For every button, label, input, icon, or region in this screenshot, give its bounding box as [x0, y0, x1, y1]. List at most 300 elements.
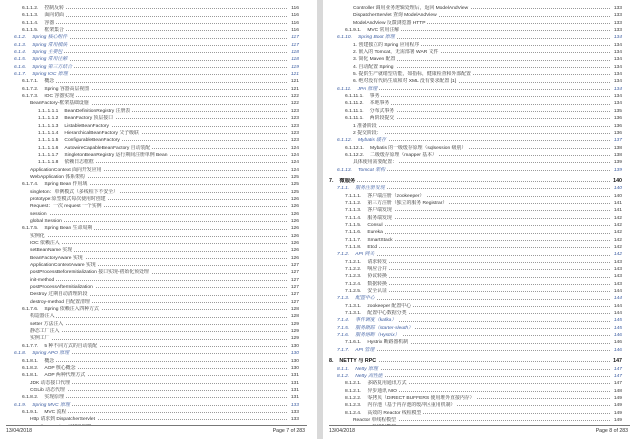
toc-entry-page: 134	[613, 101, 622, 107]
toc-entry[interactable]	[0, 12, 317, 19]
toc-entry-label: 本地事务	[369, 101, 390, 107]
toc-entry-label: Spring 常用注解	[32, 57, 68, 63]
toc-entry-title	[22, 343, 287, 350]
toc-entry-number: 6.1.8.2.	[22, 395, 39, 401]
toc-entry-title	[30, 269, 287, 276]
toc-entry[interactable]	[0, 20, 317, 27]
toc-entry[interactable]	[0, 402, 317, 409]
toc-entry[interactable]	[0, 343, 317, 350]
toc-entry-title	[345, 145, 610, 152]
toc-entry-title	[337, 317, 610, 324]
toc-entry-text	[345, 101, 391, 106]
toc-entry[interactable]	[323, 193, 640, 200]
toc-entry[interactable]	[0, 218, 317, 225]
toc-entry-text	[30, 300, 92, 305]
toc-entry[interactable]	[0, 115, 317, 122]
toc-entry[interactable]	[0, 255, 317, 262]
toc-entry-title	[353, 71, 610, 78]
toc-entry-title	[345, 266, 610, 273]
toc-entry[interactable]	[323, 20, 640, 27]
toc-entry-text	[30, 263, 98, 268]
toc-entry-text	[30, 204, 103, 209]
toc-entry[interactable]	[323, 137, 640, 144]
toc-entry-title	[30, 313, 287, 320]
toc-entry[interactable]	[323, 49, 640, 56]
toc-entry-text	[329, 358, 378, 364]
toc-entry[interactable]	[0, 211, 317, 218]
toc-entry-number: 6.1.3.	[14, 42, 27, 48]
toc-entry-text	[345, 381, 408, 386]
toc-entry-number: 7.1.1.3.	[345, 208, 362, 214]
toc-entry-page: 127	[290, 285, 299, 291]
toc-entry[interactable]	[0, 123, 317, 130]
toc-entry-label: 框架集合	[44, 28, 64, 34]
toc-entry-text	[353, 65, 396, 70]
toc-entry[interactable]	[0, 93, 317, 100]
toc-entry-title	[337, 137, 610, 144]
toc-entry-page: 144	[613, 303, 622, 309]
toc-entry-number: 6.1.7.3.	[22, 94, 39, 100]
toc-entry-page: 135	[613, 108, 622, 114]
toc-entry[interactable]	[323, 395, 640, 402]
toc-entry-label: 高效的 Reactor 线程模型	[367, 410, 422, 416]
toc-entry-title	[30, 262, 287, 269]
toc-entry-label: MVC 流程	[44, 409, 67, 415]
toc-entry[interactable]	[323, 207, 640, 214]
toc-entry[interactable]	[323, 288, 640, 295]
toc-entry-label: 实例工厂	[30, 336, 50, 342]
toc-entry[interactable]	[0, 34, 317, 41]
toc-entry-label: Hystrix 断路器机制	[367, 340, 409, 346]
toc-entry[interactable]	[323, 159, 640, 166]
toc-entry-label: 事件调度（kafka）	[355, 318, 397, 324]
toc-entry[interactable]	[323, 237, 640, 244]
toc-entry-title	[14, 49, 287, 56]
toc-entry[interactable]	[0, 262, 317, 269]
toc-entry[interactable]	[323, 93, 640, 100]
toc-entry-title	[329, 358, 610, 365]
toc-entry-title	[337, 325, 610, 332]
toc-entry-number: 7.1.1.6.	[345, 230, 362, 236]
toc-entry-label: DispatcherServlet 查询 ModelAndView	[353, 13, 437, 19]
toc-entry-title	[38, 115, 287, 122]
toc-entry[interactable]	[323, 244, 640, 251]
toc-entry-label: 2. 嵌入的 Tomcat，无需部署 WAR 文件	[353, 50, 439, 56]
toc-entry[interactable]	[0, 416, 317, 423]
toc-entry[interactable]	[0, 130, 317, 137]
toc-entry-label: 具体使用需要配置：	[353, 160, 398, 166]
toc-entry[interactable]	[323, 56, 640, 63]
toc-entry[interactable]	[323, 123, 640, 130]
toc-entry-title	[30, 196, 287, 203]
toc-entry-text	[38, 138, 122, 143]
toc-entry-page: 143	[613, 274, 622, 280]
toc-entry-title	[30, 167, 287, 174]
toc-entry[interactable]	[0, 181, 317, 188]
toc-entry[interactable]	[0, 247, 317, 254]
toc-entry[interactable]	[0, 365, 317, 372]
toc-entry[interactable]	[0, 380, 317, 387]
toc-entry[interactable]	[323, 251, 640, 258]
toc-entry-page: 130	[290, 358, 299, 364]
toc-entry-label: 1 准备阶段	[353, 123, 377, 129]
toc-entry-page: 123	[290, 130, 299, 136]
toc-entry-page: 145	[613, 325, 622, 331]
toc-entry-title	[30, 416, 287, 423]
toc-entry[interactable]	[0, 277, 317, 284]
toc-entry[interactable]	[0, 189, 317, 196]
toc-entry-label: zookeeper 配置中心	[367, 303, 412, 309]
toc-entry[interactable]	[0, 350, 317, 357]
toc-entry[interactable]	[0, 27, 317, 34]
toc-entry[interactable]	[323, 310, 640, 317]
toc-entry-label: init-method	[30, 277, 55, 283]
toc-entry-text	[337, 318, 398, 323]
toc-entry-label: 实例化	[30, 233, 45, 239]
toc-entry[interactable]	[0, 86, 317, 93]
toc-entry-text	[30, 329, 61, 334]
toc-entry-text	[22, 21, 56, 26]
toc-entry-title	[14, 34, 287, 41]
toc-entry-title	[30, 240, 287, 247]
toc-entry[interactable]	[323, 115, 640, 122]
toc-entry-number: 6.1.12.	[337, 138, 352, 144]
toc-entry-label: 2 提交阶段：	[353, 130, 382, 136]
toc-entry-label: ModelAndView 反馈浏览器 HTTP	[353, 20, 426, 26]
toc-entry[interactable]	[323, 303, 640, 310]
toc-entry-text	[30, 278, 56, 283]
toc-entry[interactable]	[323, 222, 640, 229]
toc-entry-text	[14, 57, 69, 62]
toc-entry-label: Netty 原理	[355, 366, 378, 372]
toc-entry[interactable]	[0, 233, 317, 240]
toc-entry-text	[337, 168, 387, 173]
toc-entry[interactable]	[323, 295, 640, 302]
toc-entry-text	[345, 411, 423, 416]
toc-entry[interactable]	[323, 373, 640, 380]
toc-entry[interactable]	[0, 291, 317, 298]
toc-entry-label: ApplicationContextAware 实现	[30, 263, 96, 269]
toc-entry-title	[22, 78, 287, 85]
toc-entry-page: 149	[613, 403, 622, 409]
toc-entry-title	[38, 159, 287, 166]
toc-entry[interactable]	[323, 410, 640, 417]
toc-entry-text	[345, 223, 385, 228]
toc-entry-label: destroy-method 自配置清理	[30, 299, 90, 305]
toc-entry-page: 117	[291, 42, 299, 48]
toc-entry-title	[22, 181, 287, 188]
toc-entry-number: 7.1.1.8.	[345, 245, 362, 250]
toc-entry-number: 7.1.1.	[337, 186, 350, 192]
toc-entry[interactable]	[323, 152, 640, 159]
toc-entry[interactable]	[0, 284, 317, 291]
toc-entry-title	[353, 123, 610, 130]
toc-entry[interactable]	[323, 380, 640, 387]
toc-entry-number: 7.1.7.	[337, 347, 350, 353]
toc-entry-page: 142	[613, 245, 622, 250]
toc-entry[interactable]	[323, 86, 640, 93]
toc-entry-title	[345, 229, 610, 236]
toc-entry[interactable]	[323, 358, 640, 365]
toc-entry-number: 7.1.4.	[337, 318, 350, 324]
toc-entry-number: 6.1.7.7.	[22, 343, 39, 349]
toc-entry-label: 面向切面	[44, 13, 64, 19]
toc-entry[interactable]	[323, 417, 640, 424]
toc-entry[interactable]	[0, 5, 317, 12]
toc-entry-label: 概念	[44, 79, 55, 85]
toc-entry-page: 118	[291, 57, 299, 63]
toc-entry-text	[22, 226, 94, 231]
toc-entry-page: 140	[613, 193, 622, 199]
toc-entry-text	[30, 270, 151, 275]
toc-entry[interactable]	[323, 185, 640, 192]
toc-entry-text	[22, 94, 76, 99]
toc-entry-text	[337, 333, 402, 338]
toc-entry[interactable]	[323, 5, 640, 12]
footer-page-number: Page 8 of 283	[595, 428, 628, 434]
toc-entry-title	[345, 93, 610, 100]
toc-entry-text	[22, 28, 66, 33]
toc-entry[interactable]	[323, 259, 640, 266]
toc-entry[interactable]	[323, 402, 640, 409]
toc-entry-text	[345, 230, 385, 235]
toc-entry-page: 116	[291, 13, 299, 19]
toc-entry-page: 139	[613, 167, 622, 173]
toc-entry[interactable]	[0, 167, 317, 174]
toc-entry-label: IOC 依赖注入	[30, 241, 60, 246]
toc-entry-text	[30, 248, 74, 253]
toc-entry-text	[30, 336, 52, 341]
toc-entry-label: 服务跟踪（starter-sleuth）	[355, 325, 414, 331]
toc-entry[interactable]	[323, 347, 640, 354]
toc-entry-label: AOP 两种代理方式	[44, 373, 86, 379]
toc-entry[interactable]	[0, 71, 317, 78]
toc-entry-page: 129	[290, 321, 299, 327]
toc-entry-page: 142	[613, 237, 622, 243]
toc-entry-text	[14, 43, 69, 48]
toc-entry-title	[22, 225, 287, 232]
toc-entry-page: 134	[613, 42, 622, 48]
toc-entry[interactable]	[0, 409, 317, 416]
toc-entry-page: 146	[613, 340, 622, 346]
toc-entry-text	[30, 292, 89, 297]
toc-entry[interactable]	[323, 27, 640, 34]
toc-entry[interactable]	[0, 372, 317, 379]
toc-entry-text	[337, 35, 397, 40]
toc-entry-page: 133	[613, 20, 622, 26]
toc-entry-number: 6.1.12.1.	[345, 145, 365, 151]
toc-entry-title	[345, 244, 610, 251]
toc-entry[interactable]	[0, 358, 317, 365]
toc-entry-title	[30, 284, 287, 291]
toc-entry-text	[345, 403, 457, 408]
toc-entry-label: 控制反转	[44, 6, 64, 11]
toc-entry[interactable]	[323, 339, 640, 346]
toc-entry-text	[22, 87, 91, 92]
toc-entry-label: Consul	[367, 222, 383, 228]
toc-entry-page: 121	[290, 72, 299, 78]
toc-entry-page: 126	[290, 241, 299, 246]
toc-entry-page: 139	[613, 160, 622, 166]
toc-entry-number: 7.1.1.7.	[345, 237, 362, 243]
toc-entry-page: 138	[613, 152, 622, 158]
toc-entry-page: 149	[613, 410, 622, 416]
toc-entry[interactable]	[323, 200, 640, 207]
toc-entry[interactable]	[0, 64, 317, 71]
toc-entry-title	[30, 255, 287, 262]
toc-entry-text	[14, 65, 74, 70]
toc-entry-label: IOC 容器实现	[44, 94, 74, 100]
toc-entry-page: 123	[290, 138, 299, 144]
toc-entry-text	[30, 381, 72, 386]
toc-page-left	[0, 0, 317, 439]
toc-entry-label: 概念	[44, 358, 55, 364]
toc-entry[interactable]	[323, 325, 640, 332]
toc-entry[interactable]	[323, 266, 640, 273]
toc-entry-label: 配置中心	[355, 296, 375, 302]
toc-entry[interactable]	[0, 299, 317, 306]
toc-entry[interactable]	[0, 306, 317, 313]
toc-entry[interactable]	[0, 174, 317, 181]
toc-entry[interactable]	[323, 71, 640, 78]
toc-entry-title	[353, 159, 610, 166]
toc-entry[interactable]	[0, 328, 317, 335]
toc-entry-label: 异步通讯 NIO	[367, 388, 397, 394]
toc-entry[interactable]	[0, 49, 317, 56]
toc-entry[interactable]	[323, 366, 640, 373]
toc-entry[interactable]	[323, 167, 640, 174]
toc-entry-number: 6.1.7.	[14, 72, 27, 78]
toc-entry-label: prototype:原型模式每次使用时创建	[30, 196, 106, 202]
toc-entry[interactable]	[323, 229, 640, 236]
toc-entry-page: 133	[290, 402, 299, 408]
toc-entry[interactable]	[323, 100, 640, 107]
toc-entry[interactable]	[0, 159, 317, 166]
toc-entry-number: 6.1.11.2.	[345, 101, 364, 107]
toc-entry-label: ApplicationContext 面向开发应用	[30, 167, 102, 173]
toc-entry[interactable]	[0, 145, 317, 152]
toc-entry-page: 134	[613, 64, 622, 70]
toc-entry[interactable]	[323, 178, 640, 185]
toc-entry-text	[337, 186, 387, 191]
toc-entry-page: 127	[290, 277, 299, 283]
toc-entry-text	[22, 6, 66, 11]
toc-entry-number: 6.1.1.4.	[22, 20, 39, 26]
toc-entry-text	[353, 57, 397, 62]
toc-entry-text	[329, 178, 357, 184]
toc-entry[interactable]	[0, 225, 317, 232]
toc-entry-page: 133	[613, 28, 622, 34]
toc-entry-title	[345, 222, 610, 229]
toc-entry[interactable]	[323, 215, 640, 222]
toc-page-right	[323, 0, 640, 439]
toc-entry[interactable]	[323, 12, 640, 19]
toc-entry-text	[30, 190, 120, 195]
toc-entry-text	[38, 124, 111, 129]
toc-entry-page: 149	[613, 395, 622, 401]
toc-entry[interactable]	[0, 321, 317, 328]
toc-entry-number: 7.1.2.	[337, 252, 350, 258]
toc-entry-page: 126	[290, 226, 299, 232]
toc-entry-label: 第三方注册（独立的服务 Registrar）	[367, 200, 448, 206]
toc-entry-text	[337, 296, 377, 301]
toc-entry-text	[22, 359, 56, 364]
toc-entry-page: 141	[613, 208, 622, 214]
toc-entry-page: 145	[613, 318, 622, 324]
toc-entry-page: 143	[613, 259, 622, 265]
toc-entry-title	[30, 211, 287, 218]
toc-entry[interactable]	[323, 130, 640, 137]
toc-entry[interactable]	[323, 42, 640, 49]
toc-entry-label: setter 方法注入	[30, 321, 64, 327]
toc-entry[interactable]	[0, 313, 317, 320]
toc-entry[interactable]	[323, 145, 640, 152]
toc-entry[interactable]	[0, 196, 317, 203]
toc-entry[interactable]	[323, 273, 640, 280]
toc-entry[interactable]	[323, 64, 640, 71]
toc-entry[interactable]	[0, 152, 317, 159]
toc-entry-page: 146	[613, 347, 622, 353]
toc-entry[interactable]	[323, 388, 640, 395]
toc-entry-text	[345, 194, 426, 199]
toc-entry-number: 1.1..1.1.8	[38, 160, 59, 166]
toc-entry-number: 7.1.6.	[337, 333, 350, 339]
toc-entry-title	[345, 310, 610, 317]
toc-entry[interactable]	[0, 394, 317, 401]
toc-entry-title	[22, 12, 287, 19]
toc-entry[interactable]	[0, 137, 317, 144]
toc-entry-number: 6.1.11.1.	[345, 94, 364, 100]
toc-entry-title	[30, 387, 287, 394]
toc-entry[interactable]	[0, 387, 317, 394]
toc-entry-number: 7.1.1.1.	[345, 193, 362, 199]
toc-entry-title	[14, 42, 287, 49]
toc-entry[interactable]	[0, 203, 317, 210]
toc-entry[interactable]	[0, 335, 317, 342]
toc-entry[interactable]	[0, 108, 317, 115]
toc-entry-page: 125	[290, 189, 299, 195]
toc-entry[interactable]	[0, 56, 317, 63]
toc-entry-number: 8.1.2.1.	[345, 381, 362, 387]
toc-entry[interactable]	[323, 34, 640, 41]
toc-entry[interactable]	[323, 317, 640, 324]
toc-entry-page: 123	[290, 123, 299, 129]
footer-rule	[6, 425, 307, 426]
toc-entry-text	[30, 234, 47, 239]
toc-entry-label: API 管理	[355, 347, 375, 353]
toc-entry[interactable]	[0, 78, 317, 85]
toc-entry-page: 123	[290, 108, 299, 114]
toc-entry-page: 144	[613, 289, 622, 295]
toc-entry-text	[22, 79, 56, 84]
toc-entry[interactable]	[0, 42, 317, 49]
toc-entry[interactable]	[323, 281, 640, 288]
toc-entry-page: 128	[290, 314, 299, 320]
toc-entry[interactable]	[323, 108, 640, 115]
toc-entry-number: 1.1..1.1.3	[38, 123, 59, 129]
toc-entry-label: 微服务	[339, 177, 356, 184]
toc-entry-number: 7.1.6.1.	[345, 340, 362, 346]
toc-entry[interactable]	[0, 100, 317, 107]
toc-entry-page: 144	[613, 296, 622, 302]
toc-entry[interactable]	[0, 240, 317, 247]
toc-entry-label: 安全认证	[367, 289, 387, 295]
toc-entry[interactable]	[323, 332, 640, 339]
toc-entry-text	[345, 304, 413, 309]
toc-entry[interactable]	[323, 78, 640, 85]
toc-entry[interactable]	[0, 269, 317, 276]
toc-entry-page: 127	[290, 270, 299, 276]
